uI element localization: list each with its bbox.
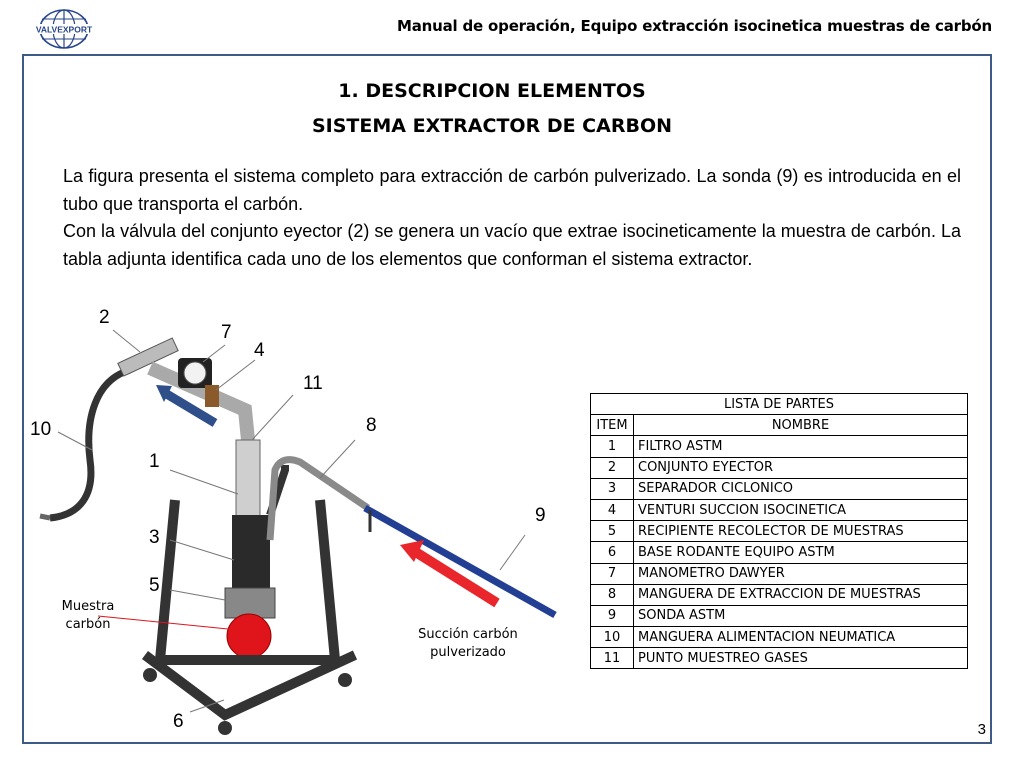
table-cell-item: 1 (591, 436, 634, 457)
table-cell-item: 6 (591, 542, 634, 563)
wheel (338, 673, 352, 687)
leader-7 (203, 345, 225, 362)
venturi (205, 385, 219, 407)
table-row (591, 605, 968, 626)
manometer-gauge (184, 362, 206, 384)
page-number: 3 (977, 721, 986, 738)
table-row (591, 457, 968, 478)
sample-label-line2: carbón (65, 617, 111, 632)
leader-8 (320, 440, 355, 478)
wheel (143, 668, 157, 682)
table-row (591, 499, 968, 520)
callout-6: 6 (173, 711, 184, 732)
table-row (591, 627, 968, 648)
leader-1 (170, 470, 238, 494)
intro-paragraph-2: Con la válvula del conjunto eyector (2) se genera un vacío que extrae isocineticamente la muestra de carbón. La tabla adjunta identifica cada uno de los elementos que conforman el sistema extractor. (63, 221, 961, 269)
table-row (591, 584, 968, 605)
suction-label-line1: Succión carbón (418, 627, 518, 642)
table-cell-name: RECIPIENTE RECOLECTOR DE MUESTRAS (634, 521, 968, 542)
callout-11: 11 (303, 373, 323, 394)
coal-sample (227, 614, 271, 658)
table-cell-name: SONDA ASTM (634, 605, 968, 626)
sample-collector (225, 588, 275, 618)
table-cell-item: 2 (591, 457, 634, 478)
leader-5 (170, 590, 225, 600)
leader-4 (216, 360, 255, 390)
pneumatic-hose (50, 370, 130, 518)
svg-text:VALVEXPORT: VALVEXPORT (35, 24, 93, 35)
table-cell-item: 11 (591, 648, 634, 669)
callout-4: 4 (254, 340, 265, 361)
sample-label-line1: Muestra (61, 599, 115, 614)
callout-2: 2 (99, 307, 110, 328)
parts-list-table (590, 393, 968, 669)
table-cell-item: 5 (591, 521, 634, 542)
table-cell-item: 4 (591, 499, 634, 520)
header-title: Manual de operación, Equipo extracción isocinetica muestras de carbón (397, 17, 992, 35)
valvexport-logo (28, 8, 100, 50)
table-cell-item: 8 (591, 584, 634, 605)
section-title: 1. DESCRIPCION ELEMENTOS (338, 80, 646, 102)
callout-9: 9 (535, 505, 546, 526)
callout-3: 3 (149, 527, 160, 548)
leader-11 (252, 395, 293, 440)
table-cell-item: 7 (591, 563, 634, 584)
table-cell-name: MANOMETRO DAWYER (634, 563, 968, 584)
hose-fitting (40, 516, 50, 518)
table-cell-name: VENTURI SUCCION ISOCINETICA (634, 499, 968, 520)
column-header-item: ITEM (591, 415, 634, 436)
section-subtitle: SISTEMA EXTRACTOR DE CARBON (311, 115, 672, 137)
table-cell-item: 10 (591, 627, 634, 648)
suction-label (398, 626, 538, 662)
table-cell-name: MANGUERA ALIMENTACION NEUMATICA (634, 627, 968, 648)
filter-column (236, 440, 260, 520)
callout-8: 8 (366, 415, 377, 436)
globe-logo-icon (28, 8, 100, 50)
sampling-probe (365, 508, 555, 615)
sample-label (50, 598, 126, 634)
table-row (591, 521, 968, 542)
table-cell-item: 3 (591, 478, 634, 499)
extractor-system-figure (30, 300, 575, 740)
leader-2 (113, 330, 140, 352)
intro-paragraph-1: La figura presenta el sistema completo para extracción de carbón pulverizado. La sonda (9) es introducida en el tubo que transporta el carbón. (63, 166, 961, 214)
callout-7: 7 (221, 322, 232, 343)
leader-9 (500, 535, 525, 570)
wheel (218, 721, 232, 735)
callout-5: 5 (149, 575, 160, 596)
suction-label-line2: pulverizado (430, 645, 506, 660)
table-cell-item: 9 (591, 605, 634, 626)
table-row (591, 563, 968, 584)
intro-text (63, 163, 961, 273)
table-cell-name: CONJUNTO EYECTOR (634, 457, 968, 478)
table-row (591, 542, 968, 563)
parts-table-title: LISTA DE PARTES (591, 394, 968, 415)
table-row (591, 478, 968, 499)
callout-10: 10 (30, 419, 52, 440)
table-row (591, 648, 968, 669)
table-row (591, 436, 968, 457)
table-cell-name: PUNTO MUESTREO GASES (634, 648, 968, 669)
leader-3 (170, 540, 234, 560)
column-header-name: NOMBRE (634, 415, 968, 436)
table-cell-name: BASE RODANTE EQUIPO ASTM (634, 542, 968, 563)
table-cell-name: SEPARADOR CICLONICO (634, 478, 968, 499)
cyclone-separator (232, 515, 270, 590)
table-cell-name: FILTRO ASTM (634, 436, 968, 457)
callout-1: 1 (149, 451, 160, 472)
table-cell-name: MANGUERA DE EXTRACCION DE MUESTRAS (634, 584, 968, 605)
